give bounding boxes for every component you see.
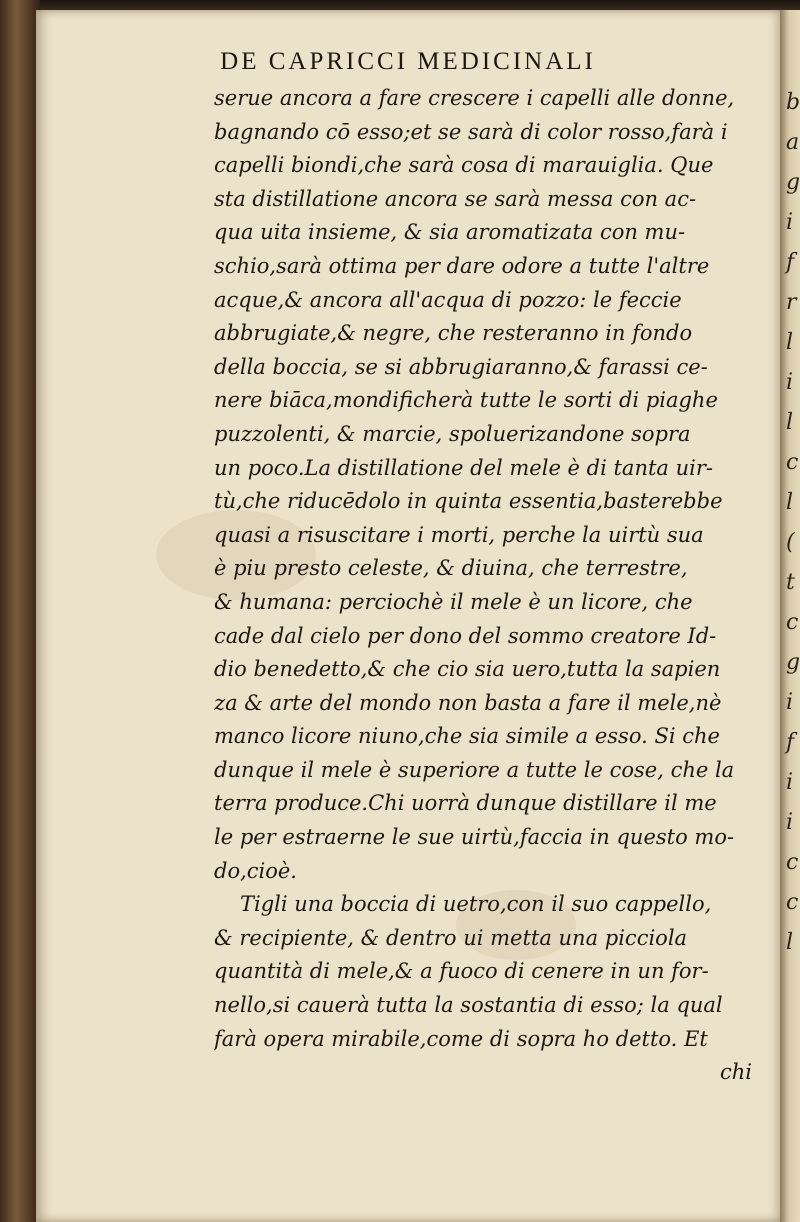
text-line: serue ancora a fare crescere i capelli alle donne, bbox=[214, 86, 735, 110]
text-line: nello,si cauerà tutta la sostantia di esso; la qual bbox=[214, 993, 723, 1018]
text-line: nere biāca,mondificherà tutte le sorti di piaghe bbox=[214, 388, 718, 413]
text-line: terra produce.Chi uorrà dunque distillare il me bbox=[214, 791, 717, 816]
adjacent-page-letter: c bbox=[786, 610, 799, 635]
text-line: cade dal cielo per dono del sommo creatore Id- bbox=[214, 623, 717, 648]
text-line: manco licore niuno,che sia simile a esso. Si che bbox=[214, 724, 720, 749]
adjacent-page-letter: l bbox=[786, 330, 794, 355]
text-line: è piu presto celeste, & diuina, che terrestre, bbox=[214, 556, 688, 581]
text-line: farà opera mirabile,come di sopra ho detto. Et bbox=[214, 1026, 708, 1051]
adjacent-page-letter: f bbox=[786, 730, 795, 755]
book-page bbox=[36, 10, 780, 1222]
text-line: & humana: perciochè il mele è un licore, che bbox=[214, 589, 693, 614]
text-line: quasi a risuscitare i morti, perche la uirtù sua bbox=[214, 522, 704, 547]
adjacent-page-letter: i bbox=[786, 690, 794, 715]
adjacent-page-letter: i bbox=[786, 210, 794, 235]
adjacent-page-letter: ( bbox=[786, 530, 795, 555]
text-line: za & arte del mondo non basta a fare il mele,nè bbox=[214, 690, 722, 715]
adjacent-page-letter: c bbox=[786, 890, 799, 915]
adjacent-page-letter: l bbox=[786, 490, 794, 515]
adjacent-page-letter: b bbox=[786, 90, 800, 115]
adjacent-page-edge bbox=[780, 10, 800, 1222]
book-binding bbox=[0, 0, 40, 1222]
text-line: acque,& ancora all'acqua di pozzo: le feccie bbox=[214, 287, 682, 312]
body-text bbox=[214, 82, 756, 1090]
adjacent-page-letter: g bbox=[786, 170, 800, 195]
adjacent-page-letter: l bbox=[786, 930, 794, 955]
text-line: un poco.La distillatione del mele è di tanta uir- bbox=[214, 455, 713, 480]
text-line: & recipiente, & dentro ui metta una picciola bbox=[214, 925, 688, 950]
adjacent-page-letter: t bbox=[786, 570, 795, 595]
text-line: schio,sarà ottima per dare odore a tutte l'altre bbox=[214, 253, 710, 278]
paragraph-start-line: Tigli una boccia di uetro,con il suo cappello, bbox=[240, 892, 712, 917]
adjacent-page-letter: c bbox=[786, 450, 799, 475]
text-line: do,cioè. bbox=[214, 858, 297, 883]
text-line: abbrugiate,& negre, che resteranno in fondo bbox=[214, 321, 693, 346]
adjacent-page-letter: r bbox=[786, 290, 797, 315]
text-line: quantità di mele,& a fuoco di cenere in un for- bbox=[214, 959, 709, 984]
adjacent-page-letter: c bbox=[786, 850, 799, 875]
text-line: capelli biondi,che sarà cosa di marauiglia. Que bbox=[214, 153, 714, 178]
catchword: chi bbox=[719, 1060, 752, 1085]
text-line: dunque il mele è superiore a tutte le cose, che la bbox=[214, 757, 735, 782]
text-line: qua uita insieme, & sia aromatizata con mu- bbox=[214, 220, 686, 245]
adjacent-page-letter: g bbox=[786, 650, 800, 675]
text-line: sta distillatione ancora se sarà messa con ac- bbox=[214, 186, 697, 211]
adjacent-page-letter: l bbox=[786, 410, 794, 435]
adjacent-page-letter: f bbox=[786, 250, 795, 275]
adjacent-page-letter: a bbox=[786, 130, 800, 155]
adjacent-page-letter: i bbox=[786, 370, 794, 395]
text-line: le per estraerne le sue uirtù,faccia in questo mo- bbox=[214, 825, 735, 850]
adjacent-page-fragments bbox=[780, 10, 800, 1222]
text-line: tù,che riducēdolo in quinta essentia,basterebbe bbox=[214, 489, 723, 514]
adjacent-page-letter: i bbox=[786, 770, 794, 795]
text-line: puzzolenti, & marcie, spoluerizandone sopra bbox=[214, 421, 691, 446]
text-line: della boccia, se si abbrugiaranno,& farassi ce- bbox=[214, 354, 708, 379]
text-line: bagnando cō esso;et se sarà di color rosso,farà i bbox=[214, 119, 728, 144]
running-header: DE CAPRICCI MEDICINALI bbox=[220, 48, 596, 75]
text-line: dio benedetto,& che cio sia uero,tutta la sapien bbox=[214, 657, 721, 682]
adjacent-page-letter: i bbox=[786, 810, 794, 835]
